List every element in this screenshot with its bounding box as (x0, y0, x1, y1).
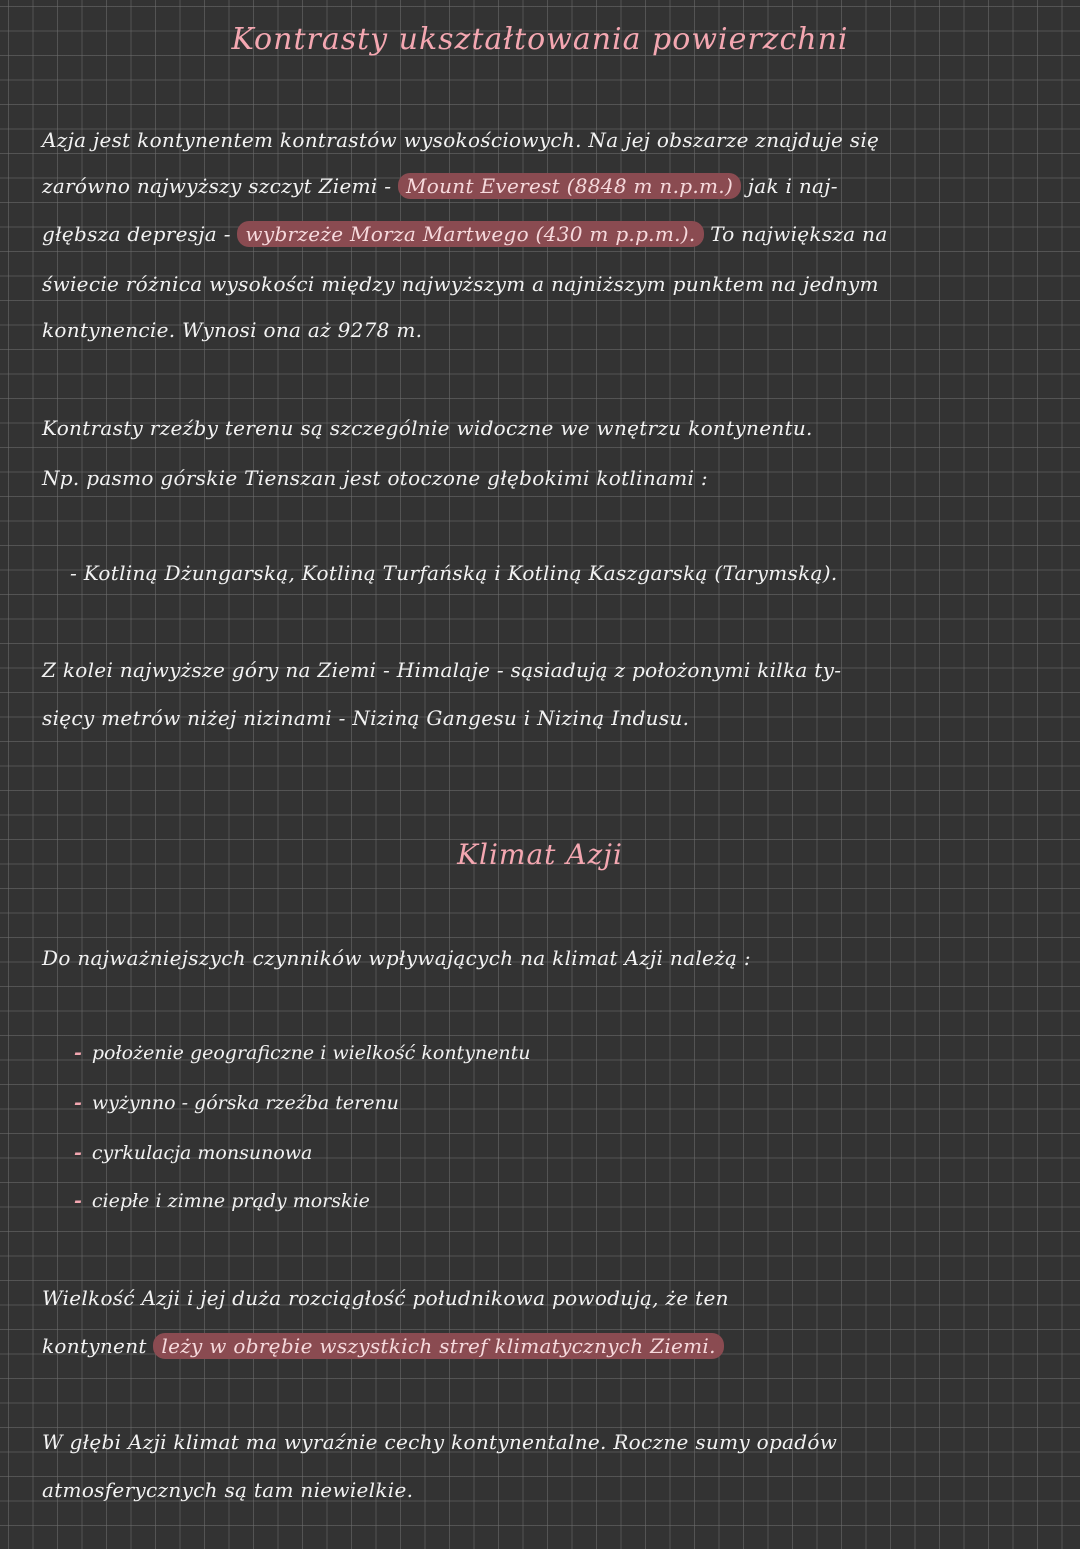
paragraph-line: Kontrasty rzeźby terenu są szczególnie widoczne we wnętrzu kontynentu. (42, 416, 813, 440)
paragraph-line: W głębi Azji klimat ma wyraźnie cechy kontynentalne. Roczne sumy opadów (42, 1430, 838, 1454)
paragraph-line: kontynencie. Wynosi ona aż 9278 m. (42, 318, 423, 342)
paragraph-line: Z kolei najwyższe góry na Ziemi - Himalaje - sąsiadują z położonymi kilka ty- (42, 658, 842, 682)
bullet-dash: - (74, 1092, 82, 1114)
text-segment: zarówno najwyższy szczyt Ziemi - (42, 174, 398, 198)
paragraph-line (42, 222, 1042, 246)
paragraph-line: Azja jest kontynentem kontrastów wysokościowych. Na jej obszarze znajduje się (42, 128, 880, 152)
paragraph-line: atmosferycznych są tam niewielkie. (42, 1478, 414, 1502)
text-segment: To największa na (703, 222, 888, 246)
bullet-dash: - (74, 1142, 82, 1164)
paragraph-line: Wielkość Azji i jej duża rozciągłość południkowa powodują, że ten (42, 1286, 729, 1310)
page-title: Kontrasty ukształtowania powierzchni (231, 22, 849, 57)
list-item-text: ciepłe i zimne prądy morskie (91, 1190, 370, 1212)
highlight-everest: Mount Everest (8848 m n.p.m.) (398, 173, 741, 199)
text-segment: jak i naj- (741, 174, 838, 198)
paragraph-line: Do najważniejszych czynników wpływających na klimat Azji należą : (42, 946, 751, 970)
bullet-dash: - (74, 1190, 82, 1212)
paragraph-line (42, 1334, 1042, 1358)
list-item-text: cyrkulacja monsunowa (91, 1142, 313, 1164)
text-segment: kontynent (42, 1334, 154, 1358)
paragraph-line (42, 174, 1042, 198)
highlight-dead-sea: wybrzeże Morza Martwego (430 m p.p.m.). (237, 221, 703, 247)
highlight-climate-zones: leży w obrębie wszystkich stref klimatycznych Ziemi. (153, 1333, 723, 1359)
section-heading: Klimat Azji (457, 838, 623, 871)
paragraph-line: świecie różnica wysokości między najwyższym a najniższym punktem na jednym (42, 272, 879, 296)
text-segment: głębsza depresja - (42, 222, 238, 246)
bullet-dash: - (74, 1042, 82, 1064)
basin-list-item: - Kotliną Dżungarską, Kotliną Turfańską i Kotliną Kaszgarską (Tarymską). (70, 561, 838, 585)
list-item (74, 1092, 399, 1114)
paragraph-line: sięcy metrów niżej nizinami - Niziną Gangesu i Niziną Indusu. (42, 706, 690, 730)
list-item (74, 1042, 531, 1064)
list-item (74, 1142, 312, 1164)
paragraph-line: Np. pasmo górskie Tienszan jest otoczone głębokimi kotlinami : (42, 466, 708, 490)
list-item-text: położenie geograficzne i wielkość kontynentu (91, 1042, 531, 1064)
list-item-text: wyżynno - górska rzeźba terenu (91, 1092, 399, 1114)
list-item (74, 1190, 370, 1212)
